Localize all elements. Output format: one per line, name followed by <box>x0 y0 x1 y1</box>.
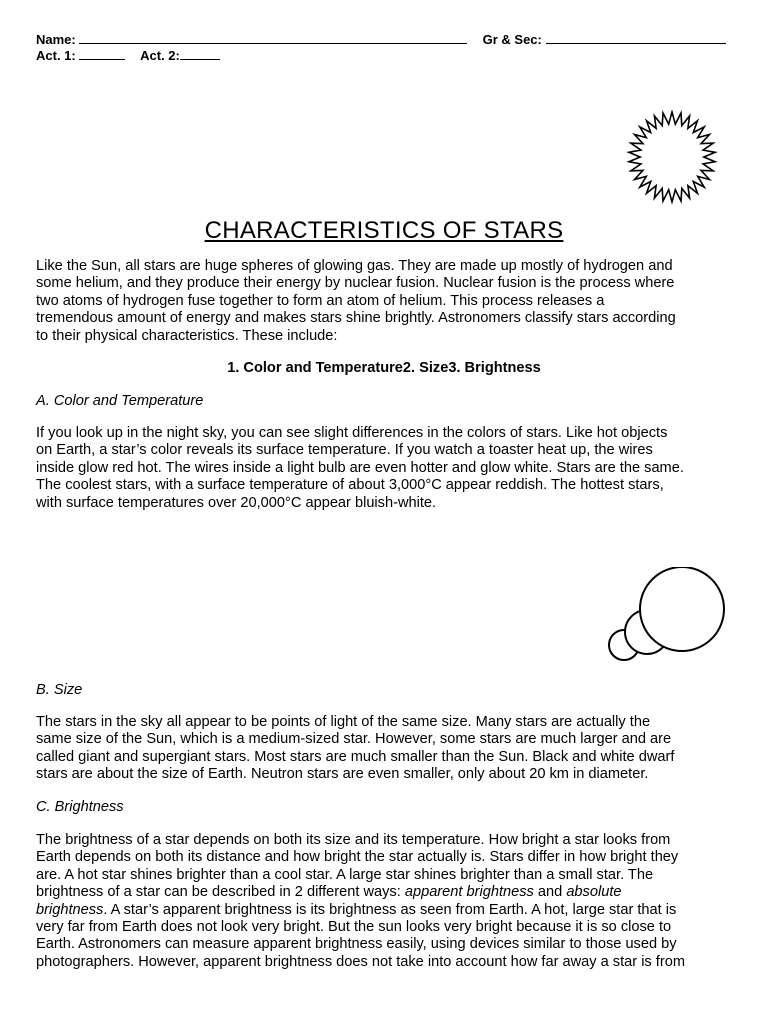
section-c-text-2: and <box>533 884 567 901</box>
section-c-text-1: The brightness of a star depends on both its size and its temperature. How bright a star looks from Earth depends on both its distance and how bright the star actually is. Stars differ in how bright they are. A hot star shines brighter than a cool star. A large star shines brighter than a small star. The brightness of a star can be described in 2 different ways: <box>36 832 679 901</box>
intro-paragraph: Like the Sun, all stars are huge spheres of glowing gas. They are made up mostly of hydrogen and some helium, and they produce their energy by nuclear fusion. Nuclear fusion is the process where two atoms of hydrogen fuse together to form an atom of helium. This process releases a tremendous amount of energy and makes stars shine brightly. Astronomers classify stars according to their physical characteristics. These include: <box>36 258 676 344</box>
spiky-sun-icon <box>617 110 727 204</box>
section-a-paragraph: If you look up in the night sky, you can see slight differences in the colors of stars. Like hot objects on Earth, a star’s color reveals its surface temperature. If you watch a toaster heat up, the wires inside glow red hot. The wires inside a light bulb are even hotter and glow white. Stars are the same. The coolest stars, with a surface temperature of about 3,000°C appear reddish. The hottest stars, with surface temperatures over 20,000°C appear bluish-white. <box>36 425 684 511</box>
act1-label: Act. 1: <box>36 48 76 63</box>
section-c-paragraph <box>36 832 736 971</box>
header-row-2 <box>36 47 220 63</box>
grsec-field-line[interactable] <box>546 31 726 44</box>
absolute-brightness-term: absolute brightness <box>36 884 622 918</box>
name-label: Name: <box>36 32 76 47</box>
characteristics-list: 1. Color and Temperature2. Size3. Brightness <box>227 360 541 376</box>
act2-field-line[interactable] <box>180 47 220 60</box>
page-title: CHARACTERISTICS OF STARS <box>204 217 564 244</box>
apparent-brightness-term: apparent brightness <box>404 884 534 901</box>
section-b-paragraph: The stars in the sky all appear to be points of light of the same size. Many stars are actually the same size of the Sun, which is a medium-sized star. However, some stars are much larger and are called giant and supergiant stars. Most stars are much smaller than the Sun. Black and white dwarf stars are about the size of Earth. Neutron stars are even smaller, only about 20 km in diameter. <box>36 714 675 783</box>
section-c-text-3: . A star’s apparent brightness is its brightness as seen from Earth. A hot, large star that is very far from Earth does not look very bright. But the sun looks very bright because it is so close to Earth. Astronomers can measure apparent brightness easily, using devices similar to those used by photographers. However, apparent brightness does not take into account how far away a star is from <box>36 901 685 970</box>
section-b-heading: B. Size <box>36 682 83 698</box>
section-a-heading: A. Color and Temperature <box>36 393 204 409</box>
header-row-1 <box>36 31 726 47</box>
grsec-label: Gr & Sec: <box>482 32 542 47</box>
name-field-line[interactable] <box>79 31 467 44</box>
act1-field-line[interactable] <box>79 47 125 60</box>
act2-label: Act. 2: <box>140 48 180 63</box>
star-size-circles-icon <box>604 567 730 665</box>
section-c-heading: C. Brightness <box>36 799 124 815</box>
